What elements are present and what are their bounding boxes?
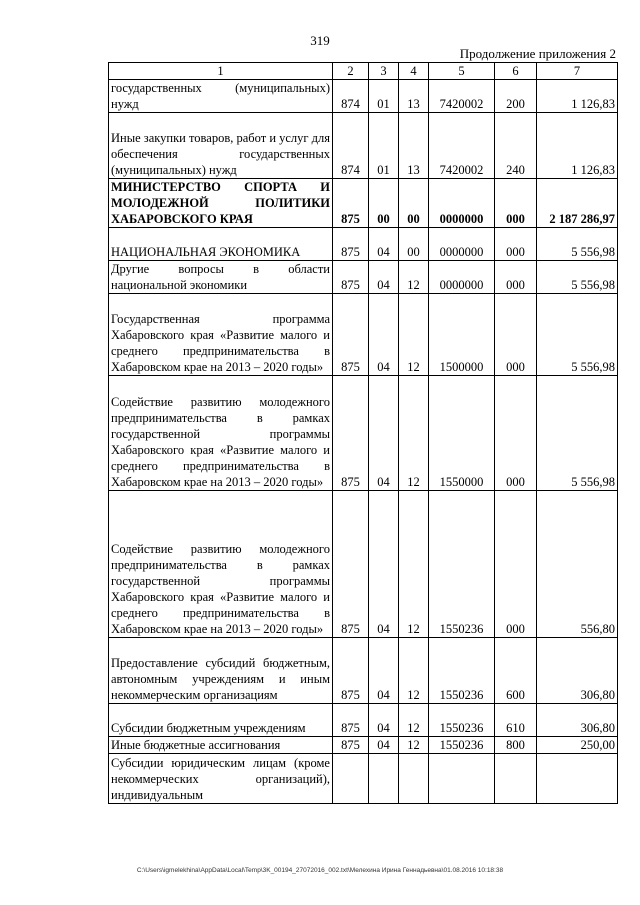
table-row xyxy=(109,294,618,376)
section-cell: 04 xyxy=(369,261,399,294)
table-row xyxy=(109,113,618,179)
header-cell: 1 xyxy=(109,63,333,80)
section-cell: 04 xyxy=(369,376,399,491)
section-cell: 01 xyxy=(369,80,399,113)
page-number: 319 xyxy=(310,33,330,48)
table-row xyxy=(109,261,618,294)
amount-cell: 306,80 xyxy=(537,638,618,704)
admin-code-cell: 874 xyxy=(333,80,369,113)
section-cell: 04 xyxy=(369,704,399,737)
subsection-cell: 12 xyxy=(399,261,429,294)
target-item-cell: 1550236 xyxy=(429,704,495,737)
section-cell: 04 xyxy=(369,228,399,261)
section-cell: 01 xyxy=(369,113,399,179)
target-item-cell: 1550236 xyxy=(429,491,495,638)
row-name-cell: Субсидии бюджетным учреждениям xyxy=(109,704,333,737)
target-item-cell: 7420002 xyxy=(429,113,495,179)
amount-cell: 1 126,83 xyxy=(537,80,618,113)
subsection-cell: 00 xyxy=(399,228,429,261)
table-row xyxy=(109,737,618,754)
continuation-label: Продолжение приложения 2 xyxy=(459,46,616,61)
row-name-cell: Содействие развитию молодежного предпринимательства в рамках государственной программы Хабаровского края «Развитие малого и среднего предпринимательства в Хабаровском крае на 2013 – 2020 годы» xyxy=(109,491,333,638)
subsection-cell: 13 xyxy=(399,113,429,179)
expense-type-cell: 000 xyxy=(495,294,537,376)
amount-cell: 250,00 xyxy=(537,737,618,754)
target-item-cell: 7420002 xyxy=(429,80,495,113)
budget-table xyxy=(108,62,618,804)
admin-code-cell: 875 xyxy=(333,179,369,228)
admin-code-cell: 875 xyxy=(333,638,369,704)
subsection-cell: 12 xyxy=(399,704,429,737)
expense-type-cell: 000 xyxy=(495,228,537,261)
row-name-cell: Иные бюджетные ассигнования xyxy=(109,737,333,754)
target-item-cell xyxy=(429,754,495,804)
header-cell: 4 xyxy=(399,63,429,80)
target-item-cell: 0000000 xyxy=(429,261,495,294)
expense-type-cell xyxy=(495,754,537,804)
admin-code-cell: 875 xyxy=(333,491,369,638)
table-row xyxy=(109,376,618,491)
amount-cell: 5 556,98 xyxy=(537,294,618,376)
row-name-cell: Предоставление субсидий бюджетным, автономным учреждениям и иным некоммерческим организациям xyxy=(109,638,333,704)
section-cell: 04 xyxy=(369,737,399,754)
admin-code-cell: 875 xyxy=(333,228,369,261)
amount-cell: 1 126,83 xyxy=(537,113,618,179)
expense-type-cell: 200 xyxy=(495,80,537,113)
target-item-cell: 1500000 xyxy=(429,294,495,376)
row-name-cell: государственных (муниципальных) нужд xyxy=(109,80,333,113)
table-row xyxy=(109,228,618,261)
target-item-cell: 1550000 xyxy=(429,376,495,491)
amount-cell: 5 556,98 xyxy=(537,261,618,294)
amount-cell: 2 187 286,97 xyxy=(537,179,618,228)
amount-cell: 5 556,98 xyxy=(537,228,618,261)
expense-type-cell: 000 xyxy=(495,179,537,228)
amount-cell xyxy=(537,754,618,804)
amount-cell: 5 556,98 xyxy=(537,376,618,491)
subsection-cell: 12 xyxy=(399,294,429,376)
admin-code-cell xyxy=(333,754,369,804)
section-cell xyxy=(369,754,399,804)
row-name-cell: Содействие развитию молодежного предпринимательства в рамках государственной программы Хабаровского края «Развитие малого и среднего предпринимательства в Хабаровском крае на 2013 – 2020 годы» xyxy=(109,376,333,491)
row-name-cell: Другие вопросы в области национальной экономики xyxy=(109,261,333,294)
section-cell: 04 xyxy=(369,638,399,704)
admin-code-cell: 875 xyxy=(333,704,369,737)
file-path-footer: C:\Users\igmelekhina\AppData\Local\Temp\3K_00194_27072016_002.txt\Мелехина Ирина Геннадьевна\01.08.2016 10:18:38 xyxy=(136,867,504,874)
admin-code-cell: 875 xyxy=(333,294,369,376)
header-cell: 5 xyxy=(429,63,495,80)
header-cell: 2 xyxy=(333,63,369,80)
subsection-cell xyxy=(399,754,429,804)
subsection-cell: 12 xyxy=(399,376,429,491)
admin-code-cell: 875 xyxy=(333,376,369,491)
subsection-cell: 12 xyxy=(399,491,429,638)
row-name-cell: НАЦИОНАЛЬНАЯ ЭКОНОМИКА xyxy=(109,228,333,261)
header-cell: 3 xyxy=(369,63,399,80)
row-name-cell: Государственная программа Хабаровского края «Развитие малого и среднего предпринимательства в Хабаровском крае на 2013 – 2020 годы» xyxy=(109,294,333,376)
admin-code-cell: 875 xyxy=(333,737,369,754)
table-row xyxy=(109,80,618,113)
admin-code-cell: 875 xyxy=(333,261,369,294)
target-item-cell: 0000000 xyxy=(429,179,495,228)
table-row xyxy=(109,179,618,228)
table-row xyxy=(109,704,618,737)
admin-code-cell: 874 xyxy=(333,113,369,179)
section-cell: 04 xyxy=(369,491,399,638)
subsection-cell: 12 xyxy=(399,737,429,754)
table-row xyxy=(109,754,618,804)
subsection-cell: 00 xyxy=(399,179,429,228)
section-cell: 00 xyxy=(369,179,399,228)
expense-type-cell: 610 xyxy=(495,704,537,737)
row-name-cell: Субсидии юридическим лицам (кроме некоммерческих организаций), индивидуальным xyxy=(109,754,333,804)
row-name-cell: МИНИСТЕРСТВО СПОРТА И МОЛОДЕЖНОЙ ПОЛИТИКИ ХАБАРОВСКОГО КРАЯ xyxy=(109,179,333,228)
amount-cell: 556,80 xyxy=(537,491,618,638)
section-cell: 04 xyxy=(369,294,399,376)
expense-type-cell: 800 xyxy=(495,737,537,754)
target-item-cell: 0000000 xyxy=(429,228,495,261)
row-name-cell: Иные закупки товаров, работ и услуг для обеспечения государственных (муниципальных) нужд xyxy=(109,113,333,179)
table-row xyxy=(109,638,618,704)
table-row xyxy=(109,491,618,638)
target-item-cell: 1550236 xyxy=(429,638,495,704)
header-row xyxy=(109,63,618,80)
header-cell: 6 xyxy=(495,63,537,80)
amount-cell: 306,80 xyxy=(537,704,618,737)
subsection-cell: 12 xyxy=(399,638,429,704)
target-item-cell: 1550236 xyxy=(429,737,495,754)
expense-type-cell: 000 xyxy=(495,491,537,638)
expense-type-cell: 000 xyxy=(495,261,537,294)
expense-type-cell: 000 xyxy=(495,376,537,491)
expense-type-cell: 240 xyxy=(495,113,537,179)
subsection-cell: 13 xyxy=(399,80,429,113)
expense-type-cell: 600 xyxy=(495,638,537,704)
header-cell: 7 xyxy=(537,63,618,80)
